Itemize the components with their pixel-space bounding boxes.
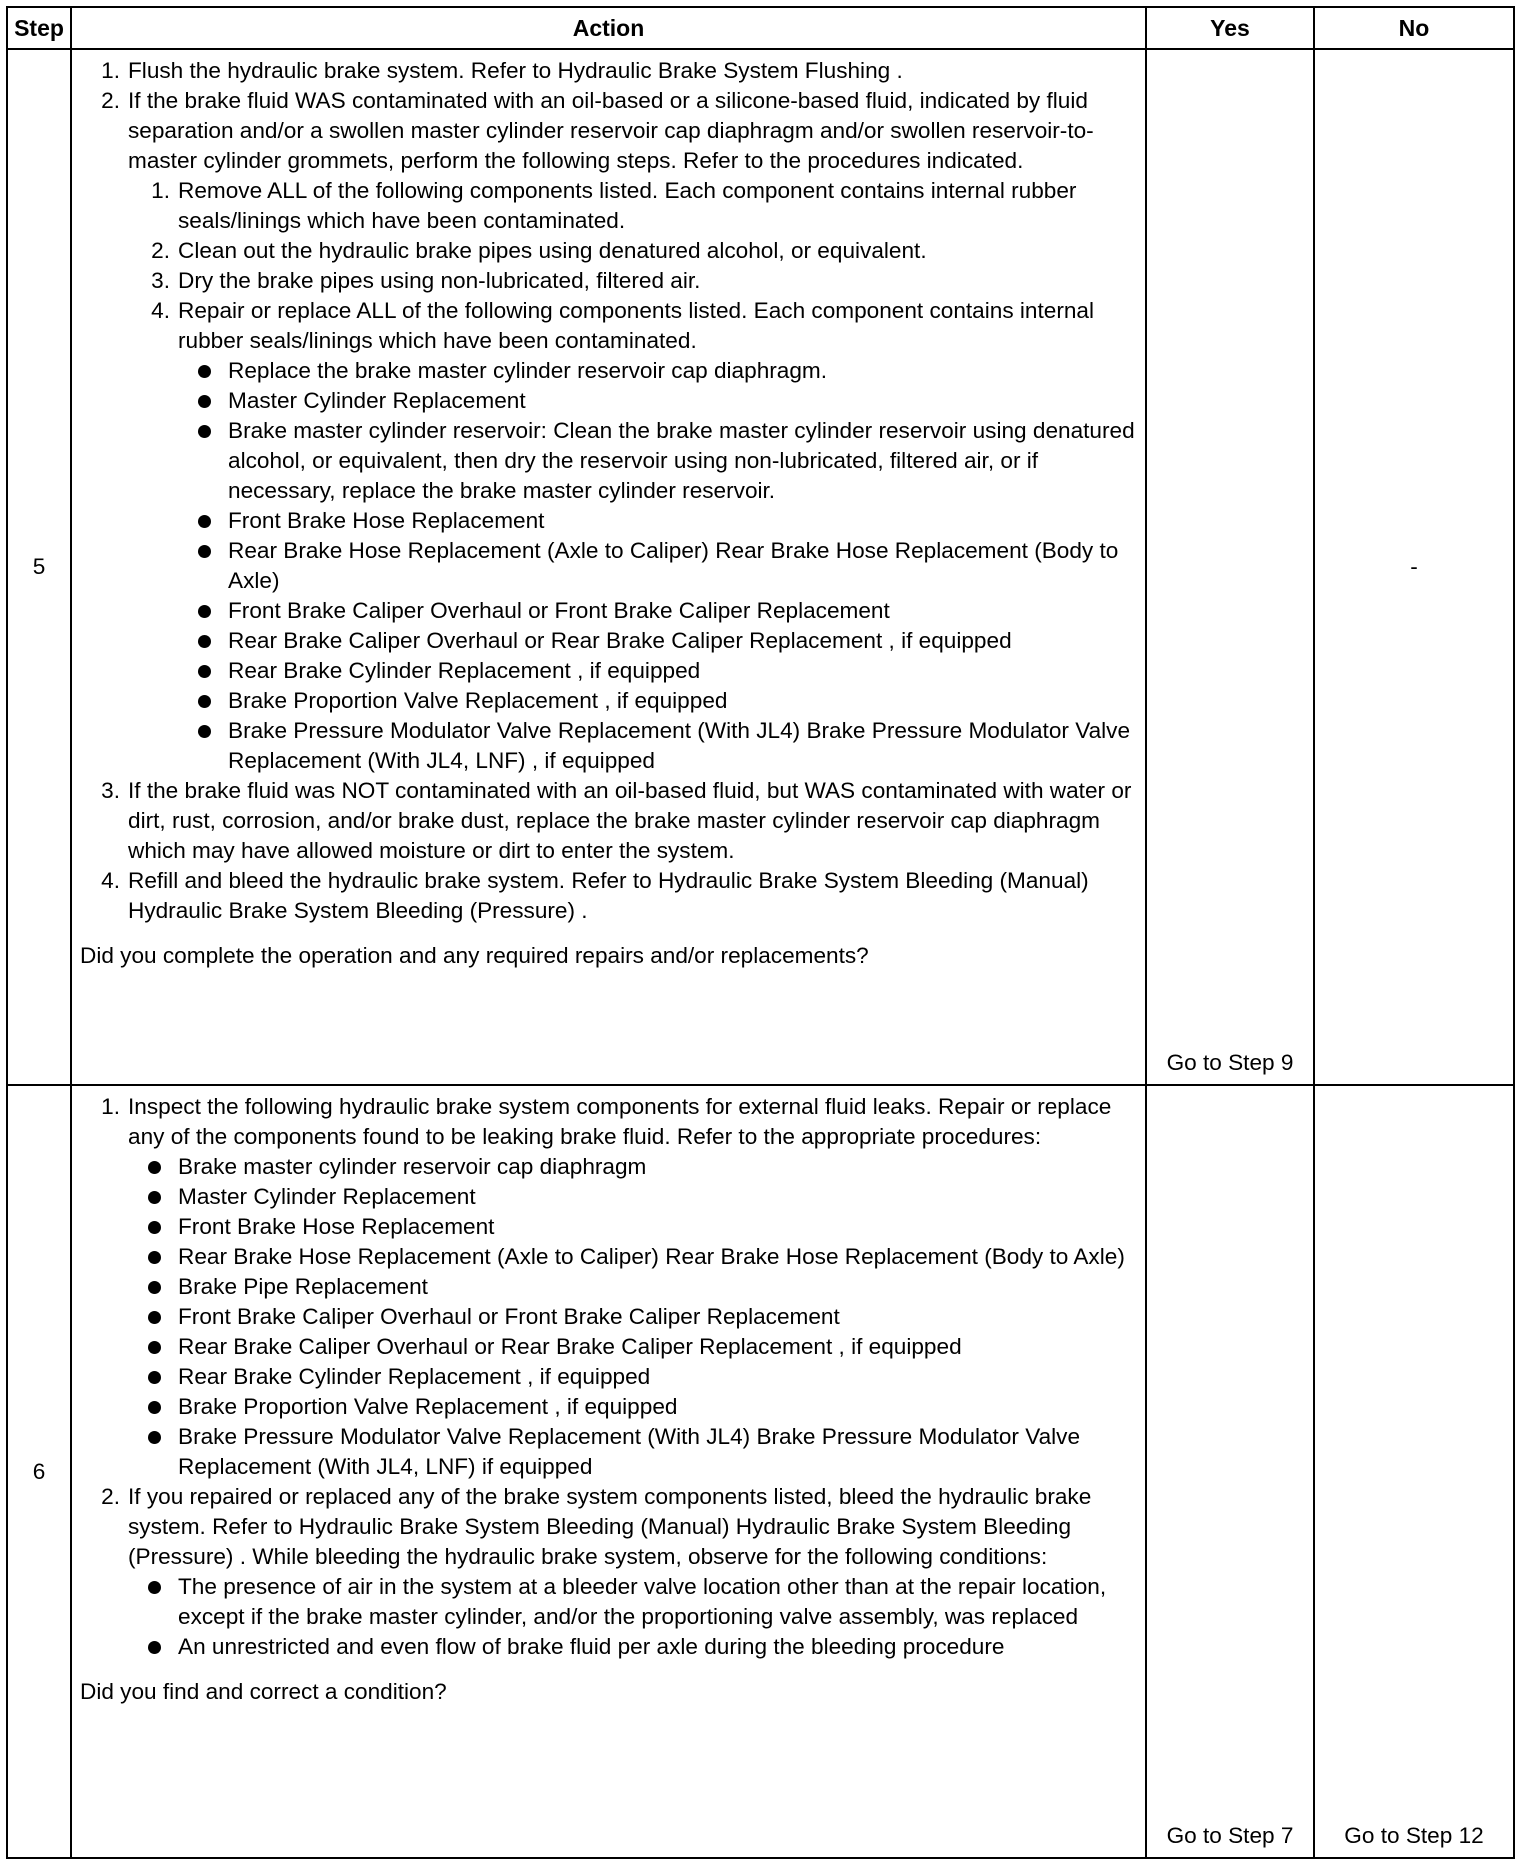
list-item: [128, 1152, 1139, 1182]
step-text: If the brake fluid WAS contaminated with an oil-based or a silicone-based fluid, indicated by fluid separation and/or a swollen master cylinder reservoir cap diaphragm and/or swollen reservoir-to-master cylinder grommets, perform the following steps. Refer to the procedures indicated.: [128, 88, 1094, 173]
bullet-icon: [198, 545, 211, 558]
action-cell: [71, 49, 1146, 1085]
no-cell: Go to Step 12: [1314, 1085, 1514, 1858]
bullet-icon: [198, 605, 211, 618]
list-item: [128, 1392, 1139, 1422]
sub-num: 3.: [151, 268, 170, 293]
step-text: If you repaired or replaced any of the brake system components listed, bleed the hydraulic brake system. Refer to Hydraulic Brake System Bleeding (Manual) Hydraulic Brake System Bleeding (Pressure) . While bleeding the hydraulic brake system, observe for the following conditions:: [128, 1484, 1092, 1569]
sub-step: [128, 266, 1139, 296]
list-item-text: Brake master cylinder reservoir: Clean the brake master cylinder reservoir using denatured alcohol, or equivalent, then dry the reservoir using non-lubricated, filtered air, or if necessary, replace the brake master cylinder reservoir.: [228, 418, 1135, 503]
list-item: [178, 536, 1139, 596]
step-num: 4.: [101, 868, 120, 893]
bullet-icon: [148, 1161, 161, 1174]
bullet-icon: [148, 1401, 161, 1414]
bullet-icon: [198, 515, 211, 528]
bullet-icon: [198, 695, 211, 708]
table-row-step-5: [7, 49, 1514, 1085]
action-cell: [71, 1085, 1146, 1858]
bullet-icon: [148, 1581, 161, 1594]
bullet-icon: [148, 1641, 161, 1654]
list-item-text: Rear Brake Cylinder Replacement , if equipped: [228, 658, 701, 683]
action-step: [78, 866, 1139, 926]
list-item-text: An unrestricted and even flow of brake fluid per axle during the bleeding procedure: [178, 1634, 1005, 1659]
list-item-text: Front Brake Caliper Overhaul or Front Brake Caliper Replacement: [228, 598, 890, 623]
bullet-icon: [148, 1341, 161, 1354]
list-item: [128, 1332, 1139, 1362]
bullet-icon: [148, 1431, 161, 1444]
list-item-text: Brake Pressure Modulator Valve Replacement (With JL4) Brake Pressure Modulator Valve Replacement (With JL4, LNF) , if equipped: [228, 718, 1131, 773]
no-cell: -: [1314, 49, 1514, 1085]
step-num: 2.: [101, 88, 120, 113]
sub-text: Repair or replace ALL of the following components listed. Each component contains internal rubber seals/linings which have been contaminated.: [178, 298, 1095, 353]
condition-list: [128, 1572, 1139, 1662]
list-item: [178, 356, 1139, 386]
list-item-text: Rear Brake Caliper Overhaul or Rear Brake Caliper Replacement , if equipped: [228, 628, 1012, 653]
bullet-icon: [198, 425, 211, 438]
list-item-text: Brake Proportion Valve Replacement , if equipped: [228, 688, 728, 713]
bullet-icon: [148, 1281, 161, 1294]
list-item: [178, 716, 1139, 776]
component-list: [128, 1152, 1139, 1482]
step-text: Flush the hydraulic brake system. Refer to Hydraulic Brake System Flushing .: [128, 58, 903, 83]
list-item: [178, 386, 1139, 416]
list-item: [178, 686, 1139, 716]
action-step: [78, 56, 1139, 86]
component-list: [178, 356, 1139, 776]
list-item-text: Brake Pipe Replacement: [178, 1274, 428, 1299]
step-number: 6: [7, 1085, 71, 1858]
list-item-text: Brake Proportion Valve Replacement , if equipped: [178, 1394, 678, 1419]
list-item-text: Rear Brake Hose Replacement (Axle to Caliper) Rear Brake Hose Replacement (Body to Axle): [178, 1244, 1125, 1269]
list-item-text: The presence of air in the system at a bleeder valve location other than at the repair location, except if the brake master cylinder, and/or the proportioning valve assembly, was replaced: [178, 1574, 1107, 1629]
bullet-icon: [198, 365, 211, 378]
step-number: 5: [7, 49, 71, 1085]
list-item-text: Master Cylinder Replacement: [228, 388, 526, 413]
step-text: Inspect the following hydraulic brake system components for external fluid leaks. Repair or replace any of the components found to be leaking brake fluid. Refer to the appropriate procedures:: [128, 1094, 1112, 1149]
header-no: No: [1314, 7, 1514, 49]
table-row-step-6: [7, 1085, 1514, 1858]
list-item: [178, 506, 1139, 536]
sub-steps: [128, 176, 1139, 776]
step-num: 1.: [101, 1094, 120, 1119]
list-item: [128, 1302, 1139, 1332]
list-item-text: Front Brake Hose Replacement: [228, 508, 545, 533]
list-item-text: Rear Brake Hose Replacement (Axle to Caliper) Rear Brake Hose Replacement (Body to Axle): [228, 538, 1119, 593]
list-item-text: Replace the brake master cylinder reservoir cap diaphragm.: [228, 358, 828, 383]
step-text: If the brake fluid was NOT contaminated with an oil-based fluid, but WAS contaminated with water or dirt, rust, corrosion, and/or brake dust, replace the brake master cylinder reservoir cap diaphragm which may have allowed moisture or dirt to enter the system.: [128, 778, 1132, 863]
diagnostic-table: [6, 6, 1515, 1859]
list-item-text: Front Brake Caliper Overhaul or Front Brake Caliper Replacement: [178, 1304, 840, 1329]
list-item-text: Front Brake Hose Replacement: [178, 1214, 495, 1239]
action-step: [78, 1482, 1139, 1662]
action-step: [78, 776, 1139, 866]
sub-text: Remove ALL of the following components listed. Each component contains internal rubber seals/linings which have been contaminated.: [178, 178, 1077, 233]
list-item: [128, 1182, 1139, 1212]
bullet-icon: [148, 1251, 161, 1264]
sub-num: 4.: [151, 298, 170, 323]
sub-text: Clean out the hydraulic brake pipes using denatured alcohol, or equivalent.: [178, 238, 927, 263]
list-item: [178, 656, 1139, 686]
bullet-icon: [148, 1311, 161, 1324]
sub-step: [128, 296, 1139, 776]
list-item: [178, 596, 1139, 626]
list-item: [128, 1272, 1139, 1302]
bullet-icon: [148, 1371, 161, 1384]
header-action: Action: [71, 7, 1146, 49]
list-item: [128, 1242, 1139, 1272]
list-item-text: Master Cylinder Replacement: [178, 1184, 476, 1209]
bullet-icon: [148, 1191, 161, 1204]
action-step: [78, 1092, 1139, 1482]
sub-step: [128, 236, 1139, 266]
sub-step: [128, 176, 1139, 236]
list-item-text: Rear Brake Caliper Overhaul or Rear Brake Caliper Replacement , if equipped: [178, 1334, 962, 1359]
list-item: [128, 1422, 1139, 1482]
header-row: [7, 7, 1514, 49]
sub-num: 1.: [151, 178, 170, 203]
question-text: Did you find and correct a condition?: [80, 1679, 447, 1704]
bullet-icon: [198, 395, 211, 408]
list-item-text: Brake master cylinder reservoir cap diaphragm: [178, 1154, 647, 1179]
bullet-icon: [198, 635, 211, 648]
header-yes: Yes: [1146, 7, 1314, 49]
list-item-text: Brake Pressure Modulator Valve Replacement (With JL4) Brake Pressure Modulator Valve Replacement (With JL4, LNF) if equipped: [178, 1424, 1081, 1479]
step-num: 3.: [101, 778, 120, 803]
list-item: [128, 1362, 1139, 1392]
sub-num: 2.: [151, 238, 170, 263]
header-step: Step: [7, 7, 71, 49]
list-item: [128, 1212, 1139, 1242]
yes-cell: Go to Step 9: [1146, 49, 1314, 1085]
step-num: 1.: [101, 58, 120, 83]
list-item: [178, 626, 1139, 656]
action-steps: [78, 1092, 1139, 1662]
action-steps: [78, 56, 1139, 926]
bullet-icon: [198, 665, 211, 678]
list-item: [128, 1632, 1139, 1662]
list-item-text: Rear Brake Cylinder Replacement , if equipped: [178, 1364, 651, 1389]
action-step: [78, 86, 1139, 776]
yes-cell: Go to Step 7: [1146, 1085, 1314, 1858]
list-item: [128, 1572, 1139, 1632]
step-num: 2.: [101, 1484, 120, 1509]
sub-text: Dry the brake pipes using non-lubricated, filtered air.: [178, 268, 701, 293]
bullet-icon: [148, 1221, 161, 1234]
step-text: Refill and bleed the hydraulic brake system. Refer to Hydraulic Brake System Bleeding (Manual) Hydraulic Brake System Bleeding (Pressure) .: [128, 868, 1089, 923]
list-item: [178, 416, 1139, 506]
bullet-icon: [198, 725, 211, 738]
question-text: Did you complete the operation and any required repairs and/or replacements?: [80, 943, 869, 968]
